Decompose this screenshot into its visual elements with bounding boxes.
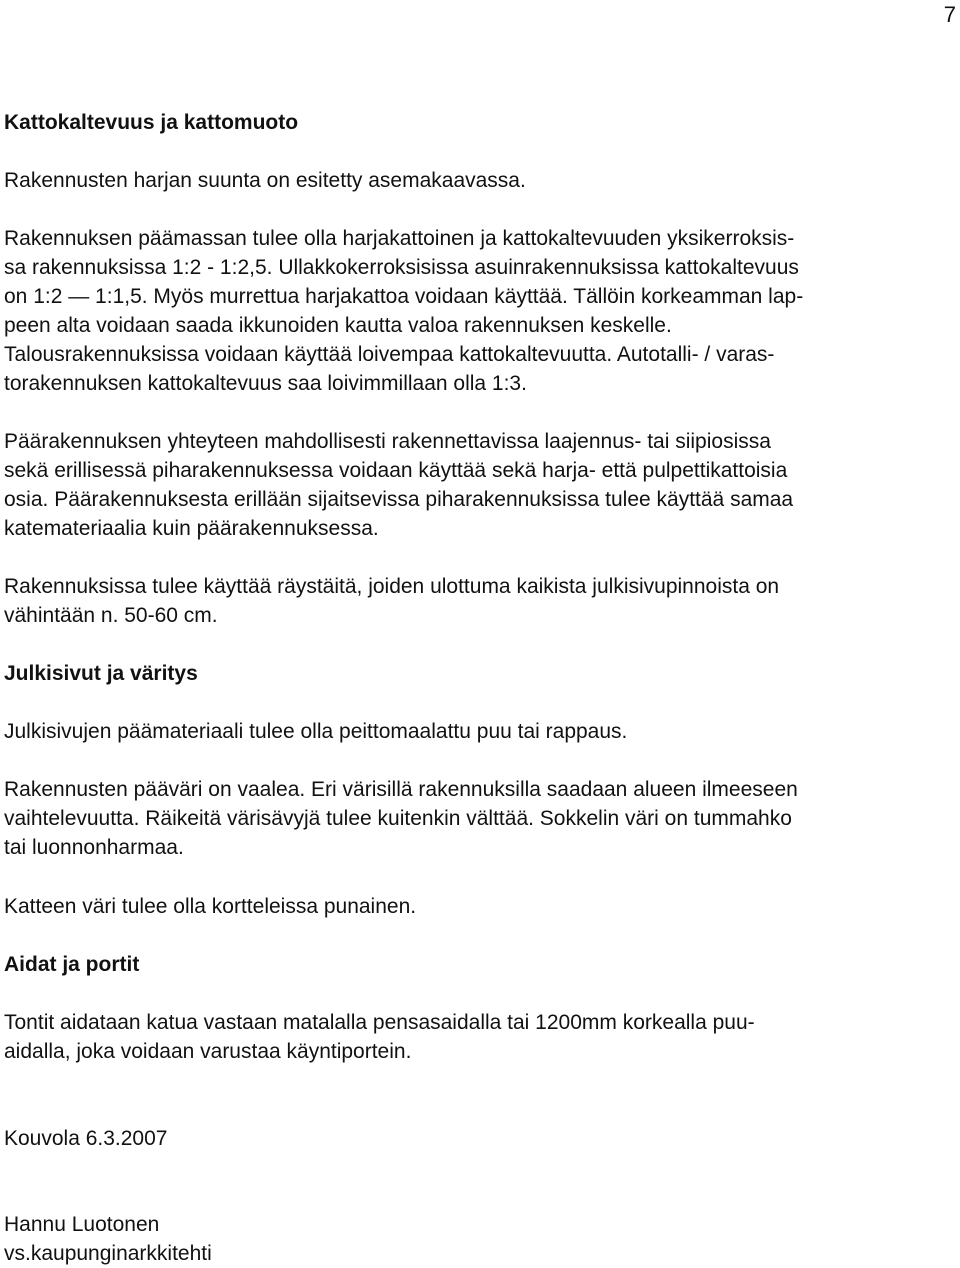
signer-title: vs.kaupunginarkkitehti: [4, 1242, 212, 1265]
paragraph-facades-2: [4, 775, 956, 862]
text-line: Katteen väri tulee olla kortteleissa punainen.: [4, 895, 417, 918]
text-line: Rakennusten pääväri on vaalea. Eri värisillä rakennuksilla saadaan alueen ilmeeseen: [4, 778, 798, 801]
paragraph-roof-1: [4, 166, 956, 195]
text-line: katemateriaalia kuin päärakennuksessa.: [4, 517, 379, 540]
paragraph-facades-1: [4, 717, 956, 746]
paragraph-facades-3: [4, 892, 956, 921]
text-line: aidalla, joka voidaan varustaa käyntiportein.: [4, 1040, 412, 1063]
page-number: 7: [943, 2, 956, 27]
text-line: Päärakennuksen yhteyteen mahdollisesti rakennettavissa laajennus- tai siipiosissa: [4, 430, 771, 453]
text-line: Tontit aidataan katua vastaan matalalla pensasaidalla tai 1200mm korkealla puu-: [4, 1011, 755, 1034]
text-line: tai luonnonharmaa.: [4, 836, 184, 859]
text-line: sa rakennuksissa 1:2 - 1:2,5. Ullakkokerroksisissa asuinrakennuksissa kattokaltevuus: [4, 256, 799, 279]
paragraph-roof-2: [4, 224, 956, 398]
paragraph-roof-3: [4, 427, 956, 543]
paragraph-fences-1: [4, 1008, 956, 1066]
text-line: vähintään n. 50-60 cm.: [4, 604, 218, 627]
signer-name: Hannu Luotonen: [4, 1213, 160, 1236]
text-line: on 1:2 — 1:1,5. Myös murrettua harjakattoa voidaan käyttää. Tällöin korkeamman lap-: [4, 285, 804, 308]
paragraph-roof-4: [4, 572, 956, 630]
text-line: Rakennuksen päämassan tulee olla harjakattoinen ja kattokaltevuuden yksikerroksis-: [4, 227, 795, 250]
text-line: sekä erillisessä piharakennuksessa voidaan käyttää sekä harja- että pulpettikattoisia: [4, 459, 788, 482]
text-line: vaihtelevuutta. Räikeitä värisävyjä tulee kuitenkin välttää. Sokkelin väri on tummahko: [4, 807, 792, 830]
text-line: peen alta voidaan saada ikkunoiden kautta valoa rakennuksen keskelle.: [4, 314, 672, 337]
heading-facades: Julkisivut ja väritys: [4, 662, 198, 685]
heading-roof: Kattokaltevuus ja kattomuoto: [4, 111, 299, 134]
text-line: Rakennusten harjan suunta on esitetty asemakaavassa.: [4, 169, 526, 192]
text-line: torakennuksen kattokaltevuus saa loivimmillaan olla 1:3.: [4, 372, 527, 395]
place-date: Kouvola 6.3.2007: [4, 1127, 168, 1150]
text-line: osia. Päärakennuksesta erillään sijaitsevissa piharakennuksissa tulee käyttää samaa: [4, 488, 794, 511]
text-line: Talousrakennuksissa voidaan käyttää loivempaa kattokaltevuutta. Autotalli- / varas-: [4, 343, 775, 366]
text-line: Rakennuksissa tulee käyttää räystäitä, joiden ulottuma kaikista julkisivupinnoista on: [4, 575, 780, 598]
text-line: Julkisivujen päämateriaali tulee olla peittomaalattu puu tai rappaus.: [4, 720, 628, 743]
heading-fences: Aidat ja portit: [4, 953, 140, 976]
signature-block: [4, 1210, 956, 1268]
